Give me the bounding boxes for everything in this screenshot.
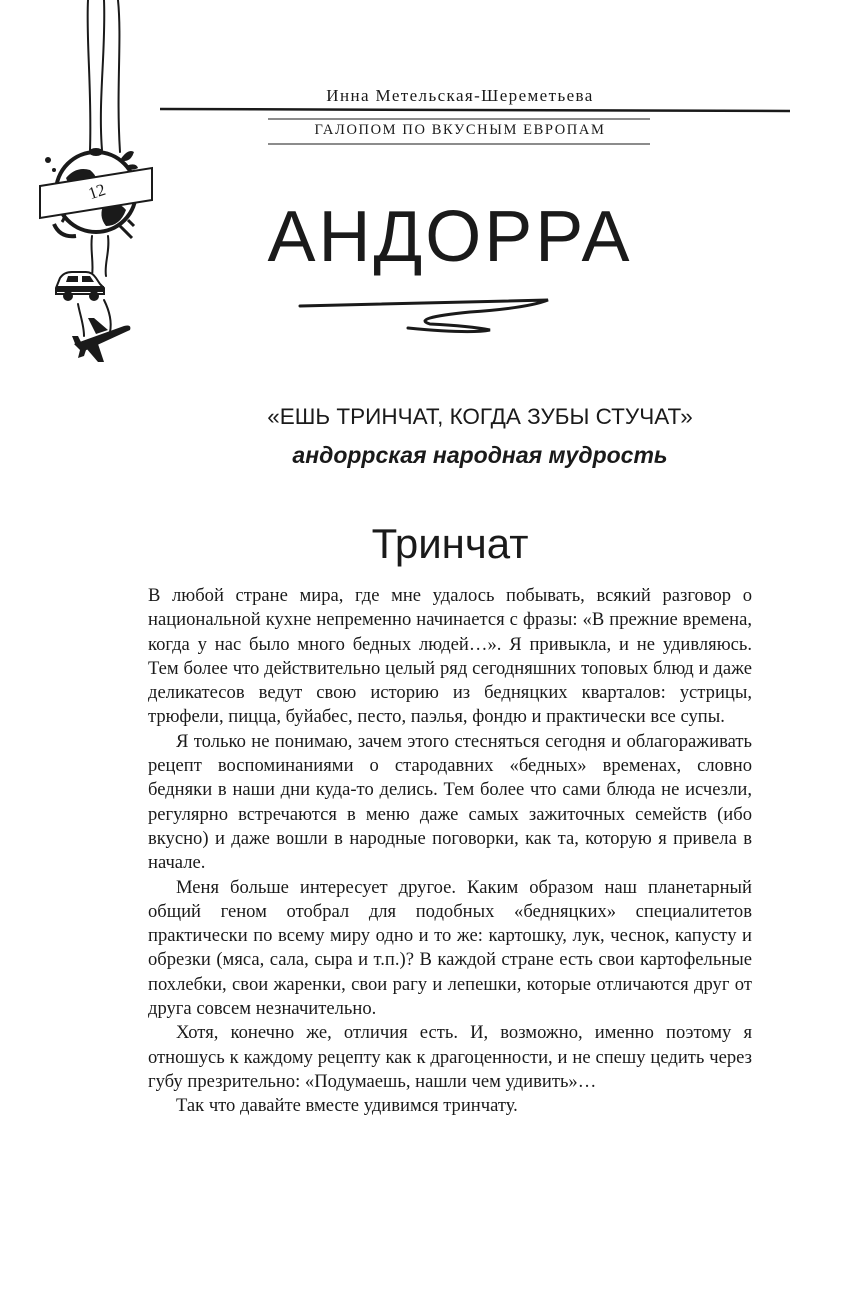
paragraph: Меня больше интересует другое. Каким образом наш планетарный общий геном отобрал для подобных «бедняцких» специалитетов практически по всему миру одно и то же: картошку, лук, чеснок, капусту и обрезки (мяса, сала, сыра и т.п.)? В каждой стране есть свои картофельные похлебки, свои жаренки, свои рагу и лепешки, которые отличаются друг от друга совсем незначительно. [148,876,752,1020]
paragraph: В любой стране мира, где мне удалось побывать, всякий разговор о национальной кухне непременно начинается с фразы: «В прежние времена, когда у нас было много бедных людей…». Я привыкла, и не удивляюсь. Тем более что действительно целый ряд сегодняшних топовых блюд и даже деликатесов ведут свою историю из бедняцких кварталов: устрицы, трюфели, пицца, буйабес, песто, паэлья, фондю и практически все супы. [148,585,752,728]
series-title: ГАЛОПОМ ПО ВКУСНЫМ ЕВРОПАМ [314,122,606,138]
author-name: Инна Метельская-Шереметьева [326,86,594,105]
page-number: 12 [85,179,108,204]
epigraph-quote: «ЕШЬ ТРИНЧАТ, КОГДА ЗУБЫ СТУЧАТ» [267,404,693,429]
paragraph: Я только не понимаю, зачем этого стесняться сегодня и облагораживать рецепт воспоминаниями о стародавних «бедных» временах, словно бедняки в наши дни куда-то делись. Тем более что сами блюда не исчезли, регулярно встречаются в меню даже самых зажиточных семейств (ибо вкусно) и даже вошли в народные поговорки, как та, которую я привела в начале. [148,730,752,874]
swirl-ornament [300,300,548,332]
section-title: Тринчат [371,520,529,567]
paragraph: Хотя, конечно же, отличия есть. И, возможно, именно поэтому я отношусь к каждому рецепту как к драгоценности, и не спешу цедить через губу презрительно: «Подумаешь, нашли чем удивить»… [148,1022,752,1092]
paragraph: Так что давайте вместе удивимся тринчату. [176,1095,518,1117]
epigraph-source: андоррская народная мудрость [292,442,668,468]
chapter-title: АНДОРРА [267,197,633,277]
body-text [148,584,752,1119]
airplane-icon [72,318,130,362]
car-icon [56,272,104,301]
